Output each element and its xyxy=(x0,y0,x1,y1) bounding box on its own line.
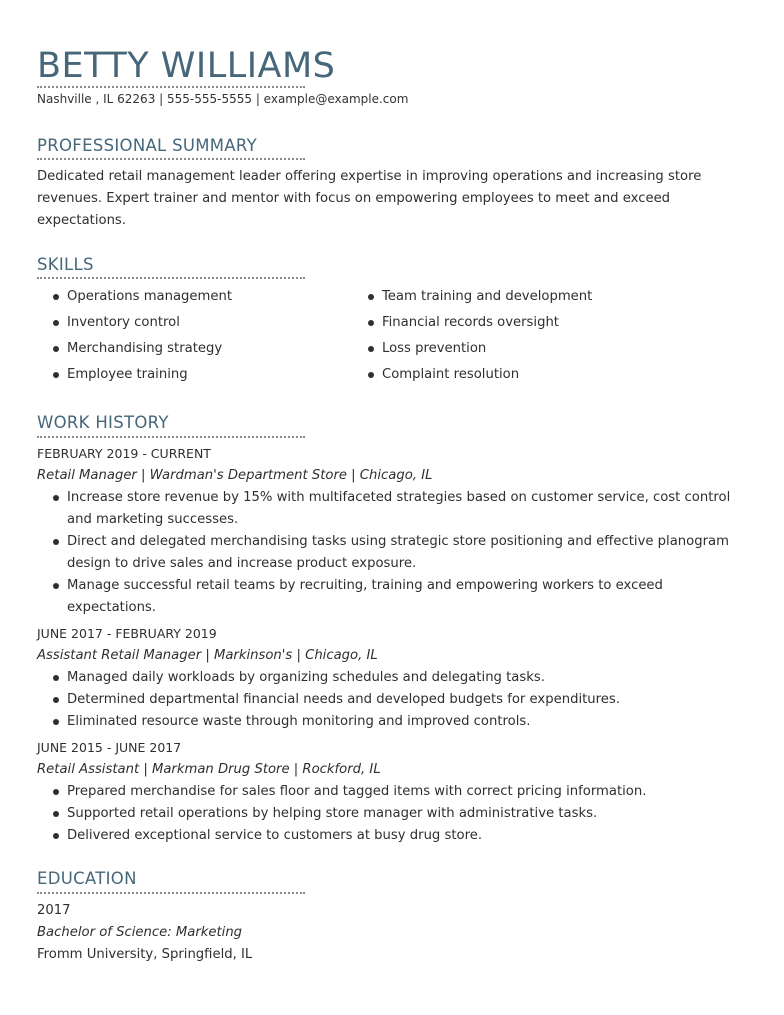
education-heading: EDUCATION xyxy=(37,869,137,888)
bullet-dot xyxy=(368,294,374,300)
education-degree: Bachelor of Science: Marketing xyxy=(37,925,243,940)
bullet-dot xyxy=(53,346,59,352)
bullet-dot xyxy=(53,539,59,545)
education-school: Fromm University, Springfield, IL xyxy=(37,947,253,962)
bullet-dot xyxy=(53,675,59,681)
job-bullet: Supported retail operations by helping store manager with administrative tasks. xyxy=(53,803,733,825)
bullet-dot xyxy=(53,583,59,589)
work-divider xyxy=(37,436,305,438)
skills-divider xyxy=(37,277,305,279)
job-title: Assistant Retail Manager | Markinson's | Chicago, IL xyxy=(37,648,378,663)
candidate-name: BETTY WILLIAMS xyxy=(37,46,336,86)
job-title: Retail Manager | Wardman's Department Store | Chicago, IL xyxy=(37,468,433,483)
skills-heading: SKILLS xyxy=(37,255,94,274)
bullet-dot xyxy=(368,346,374,352)
education-year: 2017 xyxy=(37,903,71,918)
bullet-dot xyxy=(53,833,59,839)
job-dates: JUNE 2015 - JUNE 2017 xyxy=(37,740,182,755)
name-divider xyxy=(37,86,305,88)
work-heading: WORK HISTORY xyxy=(37,413,169,432)
summary-heading: PROFESSIONAL SUMMARY xyxy=(37,136,257,155)
resume-page: BETTY WILLIAMS Nashville , IL 62263 | 555-555-5555 | example@example.com PROFESSIONAL SUMMARY Dedicated retail management leader offering expertise in improving operations and increasing store revenues. Expert trainer and mentor with focus on empowering employees to meet and exceed expectations. SKILLS Operations management Inventory control Merchandising strategy Employee training Team training and development Financial records oversight Loss prevention Complaint resolution WORK HISTORY FEBRUARY 2019 - CURRENT Retail Manager | Wardman's Department Store | Chicago, IL Increase store revenue by 15% with multifaceted strategies based on customer service, cost control and marketing successes. Direct and delegated merchandising tasks using strategic store positioning and effective planogram design to drive sales and increase product exposure. Manage successful retail teams by recruiting, training and empowering workers to exceed expectations. JUNE 2017 - FEBRUARY 2019 Assistant Retail Manager | Markinson's | Chicago, IL Managed daily workloads by organizing schedules and delegating tasks. Determined departmental financial needs and developed budgets for expenditures. Eliminated resource waste through monitoring and improved controls. JUNE 2015 - JUNE 2017 Retail Assistant | Markman Drug Store | Rockford, IL Prepared merchandise for sales floor and tagged items with correct pricing information. Supported retail operations by helping store manager with administrative tasks. Delivered exceptional service to customers at busy drug store. EDUCATION 2017 Bachelor of Science: Marketing Fromm University, Springfield, IL xyxy=(0,0,784,1015)
job-bullet: Eliminated resource waste through monitoring and improved controls. xyxy=(53,711,733,733)
contact-line: Nashville , IL 62263 | 555-555-5555 | example@example.com xyxy=(37,92,409,106)
bullet-dot xyxy=(368,372,374,378)
job-bullet: Direct and delegated merchandising tasks using strategic store positioning and effective planogram design to drive sales and increase product exposure. xyxy=(53,531,733,575)
job-bullet: Increase store revenue by 15% with multifaceted strategies based on customer service, cost control and marketing successes. xyxy=(53,487,733,531)
summary-text: Dedicated retail management leader offering expertise in improving operations and increasing store revenues. Expert trainer and mentor with focus on empowering employees to meet and exceed expectations. xyxy=(37,169,702,228)
job-bullet: Managed daily workloads by organizing schedules and delegating tasks. xyxy=(53,667,733,689)
bullet-dot xyxy=(53,719,59,725)
job-title: Retail Assistant | Markman Drug Store | Rockford, IL xyxy=(37,762,381,777)
bullet-dot xyxy=(53,320,59,326)
bullet-dot xyxy=(53,697,59,703)
job-bullet: Manage successful retail teams by recruiting, training and empowering workers to exceed expectations. xyxy=(53,575,733,619)
bullet-dot xyxy=(53,495,59,501)
bullet-dot xyxy=(53,294,59,300)
bullet-dot xyxy=(53,789,59,795)
bullet-dot xyxy=(368,320,374,326)
education-divider xyxy=(37,892,305,894)
job-bullet: Prepared merchandise for sales floor and tagged items with correct pricing information. xyxy=(53,781,733,803)
job-bullet: Delivered exceptional service to customers at busy drug store. xyxy=(53,825,733,847)
job-dates: FEBRUARY 2019 - CURRENT xyxy=(37,446,211,461)
job-dates: JUNE 2017 - FEBRUARY 2019 xyxy=(37,626,217,641)
summary-divider xyxy=(37,158,305,160)
bullet-dot xyxy=(53,372,59,378)
job-bullet: Determined departmental financial needs and developed budgets for expenditures. xyxy=(53,689,733,711)
bullet-dot xyxy=(53,811,59,817)
